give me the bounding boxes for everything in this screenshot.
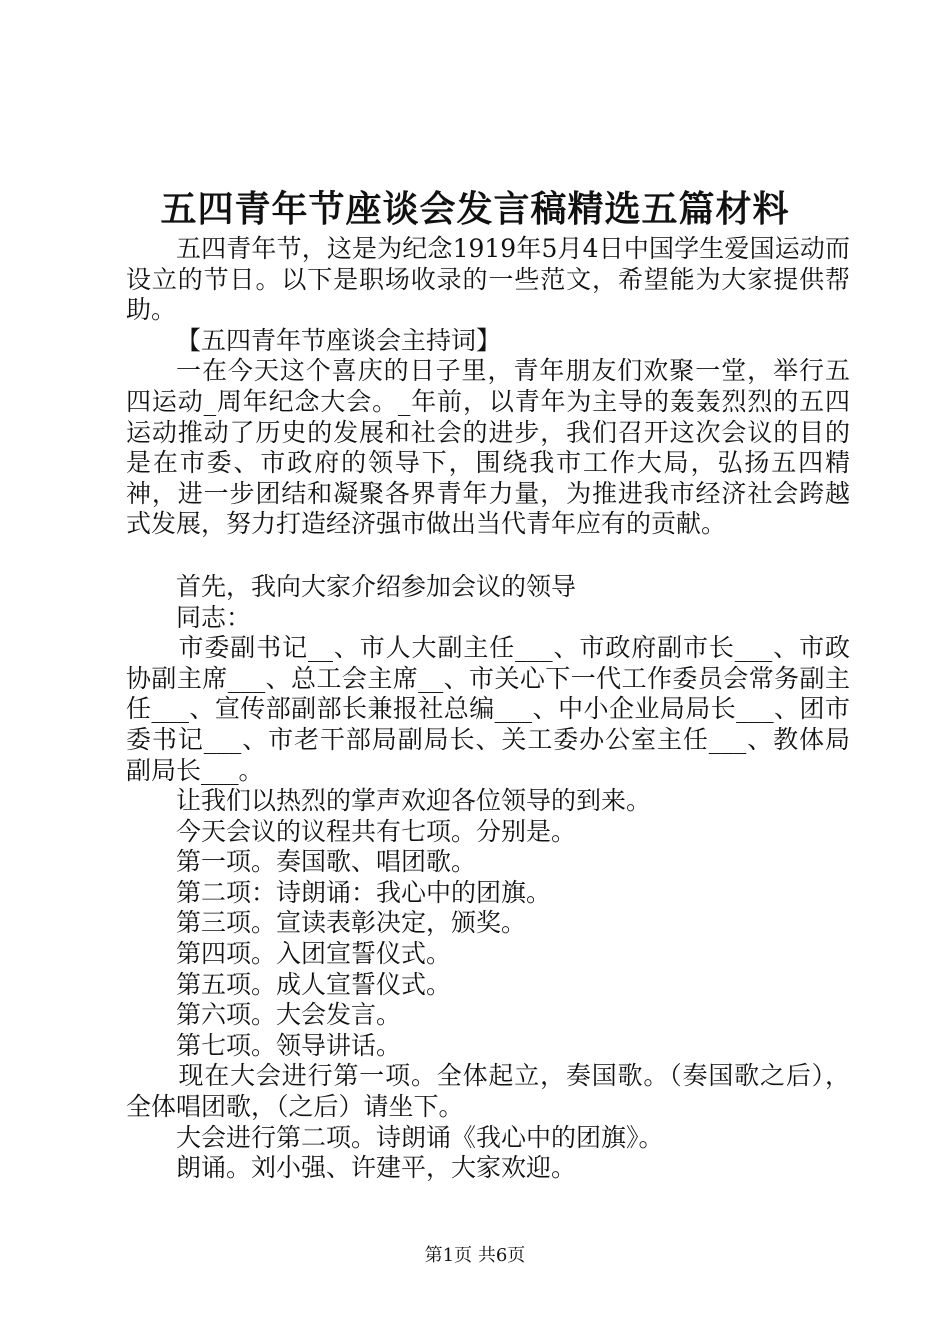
document-body <box>126 234 850 1184</box>
opening-paragraph: 一在今天这个喜庆的日子里，青年朋友们欢聚一堂，举行五四运动_周年纪念大会。_年前，以青年为主导的轰轰烈烈的五四运动推动了历史的发展和社会的进步，我们召开这次会议的目的是在市委、市政府的领导下，围绕我市工作大局，弘扬五四精神，进一步团结和凝聚各界青年力量，为推进我市经济社会跨越式发展，努力打造经济强市做出当代青年应有的贡献。 <box>126 356 850 539</box>
leaders-paragraph: 市委副书记__、市人大副主任___、市政府副市长___、市政协副主席___、总工会主席__、市关心下一代工作委员会常务副主任___、宣传部副部长兼报社总编___、中小企业局局长___、团市委书记___、市老干部局副局长、关工委办公室主任___、教体局副局长___。 <box>126 633 850 785</box>
section-heading: 【五四青年节座谈会主持词】 <box>176 325 502 355</box>
body-paragraph: 首先，我向大家介绍参加会议的领导 <box>176 571 577 601</box>
body-paragraph: 大会进行第二项。诗朗诵《我心中的团旗》。 <box>176 1122 664 1152</box>
agenda-item: 第四项。入团宣誓仪式。 <box>176 939 452 969</box>
agenda-item: 第二项：诗朗诵：我心中的团旗。 <box>176 877 552 907</box>
body-paragraph: 让我们以热烈的掌声欢迎各位领导的到来。 <box>176 786 652 816</box>
body-paragraph: 现在大会进行第一项。全体起立，奏国歌。（奏国歌之后），全体唱团歌，（之后）请坐下。 <box>126 1061 850 1122</box>
agenda-intro: 今天会议的议程共有七项。分别是。 <box>176 816 577 846</box>
body-paragraph: 同志： <box>176 602 252 632</box>
body-paragraph: 朗诵。刘小强、许建平，大家欢迎。 <box>176 1153 577 1183</box>
intro-paragraph: 五四青年节，这是为纪念1919年5月4日中国学生爱国运动而设立的节日。以下是职场收录的一些范文，希望能为大家提供帮助。 <box>126 234 850 325</box>
document-title: 五四青年节座谈会发言稿精选五篇材料 <box>160 188 790 230</box>
agenda-item: 第六项。大会发言。 <box>176 1000 402 1030</box>
agenda-item: 第一项。奏国歌、唱团歌。 <box>176 847 477 877</box>
agenda-item: 第三项。宣读表彰决定，颁奖。 <box>176 908 527 938</box>
page-footer: 第1页 共6页 <box>424 1245 526 1266</box>
paragraph-spacer <box>126 540 850 572</box>
agenda-item: 第七项。领导讲话。 <box>176 1030 402 1060</box>
agenda-item: 第五项。成人宣誓仪式。 <box>176 969 452 999</box>
